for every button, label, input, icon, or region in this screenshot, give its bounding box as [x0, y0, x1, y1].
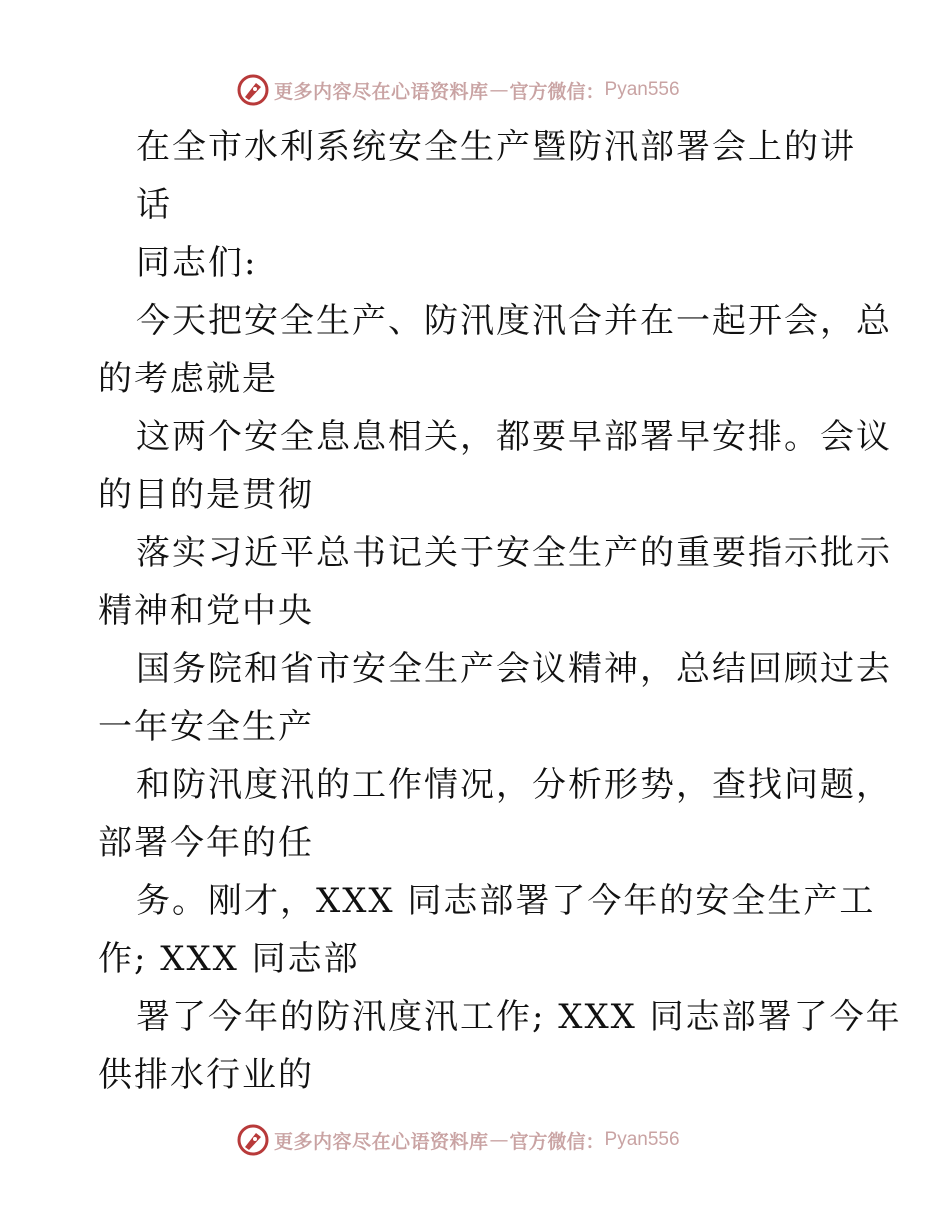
text-line-4: 今天把安全生产、防汛度汛合并在一起开会，总 [136, 301, 892, 341]
text-line-2: 话 [136, 185, 172, 225]
text-line-8: 落实习近平总书记关于安全生产的重要指示批示 [136, 533, 892, 573]
watermark-text: 更多内容尽在心语资料库 [274, 80, 489, 103]
pen-nib-icon [236, 1123, 270, 1157]
watermark-wechat-id: Pyan556 [604, 1129, 680, 1150]
text-line-15: 作; XXX 同志部 [98, 939, 360, 979]
watermark-separator: — [489, 79, 509, 101]
document-body [98, 118, 902, 1104]
text-line-14: 务。刚才，XXX 同志部署了今年的安全生产工 [136, 881, 876, 921]
pen-nib-icon [236, 73, 270, 107]
text-line-6: 这两个安全息息相关，都要早部署早安排。会议 [136, 417, 892, 457]
text-line-13: 部署今年的任 [98, 823, 314, 863]
watermark-wechat-label: 官方微信： [509, 1130, 605, 1153]
text-line-16: 署了今年的防汛度汛工作; XXX 同志部署了今年 [136, 997, 902, 1037]
watermark-separator: — [489, 1129, 509, 1151]
text-line-12: 和防汛度汛的工作情况，分析形势，查找问题， [136, 765, 892, 805]
watermark-text: 更多内容尽在心语资料库 [274, 1130, 489, 1153]
text-line-11: 一年安全生产 [98, 707, 314, 747]
text-line-5: 的考虑就是 [98, 359, 278, 399]
footer-watermark [236, 1122, 680, 1158]
text-line-10: 国务院和省市安全生产会议精神，总结回顾过去 [136, 649, 892, 689]
text-line-1: 在全市水利系统安全生产暨防汛部署会上的讲 [136, 127, 856, 167]
text-line-17: 供排水行业的 [98, 1055, 314, 1095]
header-watermark [236, 72, 680, 108]
watermark-wechat-label: 官方微信： [509, 80, 605, 103]
watermark-wechat-id: Pyan556 [604, 79, 680, 100]
text-line-7: 的目的是贯彻 [98, 475, 314, 515]
text-line-3: 同志们: [136, 243, 258, 283]
text-line-9: 精神和党中央 [98, 591, 314, 631]
